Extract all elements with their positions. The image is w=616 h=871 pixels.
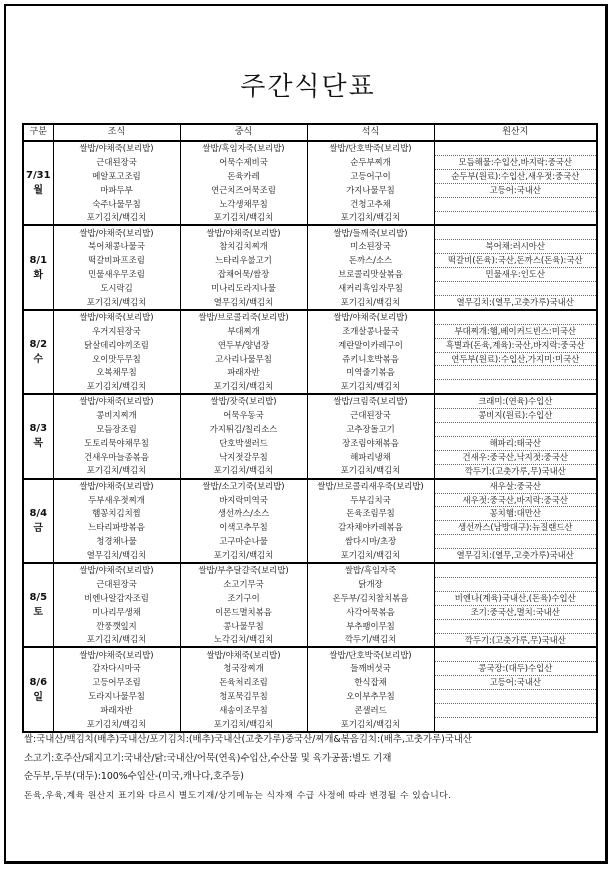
origin-cell: 생선까스(남방대구):뉴질랜드산 xyxy=(434,521,597,535)
origin-cell xyxy=(434,535,597,549)
day-weekday: 금 xyxy=(33,522,44,534)
menu-row xyxy=(23,254,597,268)
day-date: 8/5 xyxy=(29,592,48,604)
menu-row xyxy=(23,155,597,169)
day-weekday: 일 xyxy=(33,691,44,703)
lunch-cell: 청포묵김무침 xyxy=(180,690,307,704)
dinner-cell: 깍두기/백김치 xyxy=(307,633,434,647)
origin-cell xyxy=(434,577,597,591)
origin-cell: 콩국장:(대두)수입산 xyxy=(434,662,597,676)
dinner-cell: 포기김치/백김치 xyxy=(307,295,434,309)
menu-row xyxy=(23,183,597,197)
lunch-cell: 청국장찌개 xyxy=(180,662,307,676)
origin-cell: 조기:중국산,멸치:국내산 xyxy=(434,605,597,619)
breakfast-cell: 깐풍깻잎지 xyxy=(53,619,180,633)
day-date: 8/3 xyxy=(29,423,48,435)
lunch-cell: 가지튀김/칠리소스 xyxy=(180,423,307,437)
dinner-cell: 새커리흑임자무침 xyxy=(307,282,434,296)
origin-cell: 새우살:중국산 xyxy=(434,479,597,493)
breakfast-cell: 건새우마늘종볶음 xyxy=(53,450,180,464)
dinner-cell: 장조림야채볶음 xyxy=(307,436,434,450)
lunch-cell: 연근치즈어묵조림 xyxy=(180,183,307,197)
origin-cell xyxy=(434,225,597,239)
breakfast-cell: 모듬장조림 xyxy=(53,423,180,437)
lunch-cell: 조기구이 xyxy=(180,591,307,605)
origin-cell: 떡갈비(돈육):국산,돈까스(돈육):국산 xyxy=(434,254,597,268)
breakfast-cell: 쌀밥/야채죽(보리밥) xyxy=(53,563,180,577)
lunch-cell: 미나리도라지나물 xyxy=(180,282,307,296)
breakfast-cell: 닭살데리야끼조림 xyxy=(53,338,180,352)
dinner-cell: 감자채야카레볶음 xyxy=(307,521,434,535)
day-weekday: 토 xyxy=(33,607,44,619)
note-line: 돈육,우육,계육 원산지 표기와 다르시 별도기재/상기메뉴는 식자재 수급 사정에 따라 변경될 수 있습니다. xyxy=(24,790,452,801)
dinner-cell: 쌀밥/크림죽(보리밥) xyxy=(307,394,434,408)
breakfast-cell: 청경채나물 xyxy=(53,535,180,549)
day-date: 8/1 xyxy=(29,254,48,266)
origin-cell: 흑별과(돈육,계육):국산,바지락:중국산 xyxy=(434,338,597,352)
origin-cell xyxy=(434,141,597,155)
menu-row xyxy=(23,450,597,464)
notes xyxy=(24,731,604,805)
menu-row xyxy=(23,268,597,282)
menu-row xyxy=(23,577,597,591)
lunch-cell: 새송이조무침 xyxy=(180,704,307,718)
breakfast-cell: 포기김치/백김치 xyxy=(53,633,180,647)
day-cell xyxy=(23,394,53,478)
dinner-cell: 해파리냉채 xyxy=(307,450,434,464)
dinner-cell: 포기김치/백김치 xyxy=(307,549,434,563)
menu-row xyxy=(23,423,597,437)
menu-row xyxy=(23,493,597,507)
breakfast-cell: 쌀밥/야채죽(보리밥) xyxy=(53,141,180,155)
breakfast-cell: 도라지나물무침 xyxy=(53,690,180,704)
header-lunch: 중식 xyxy=(180,124,307,141)
lunch-cell: 포기김치/백김치 xyxy=(180,211,307,225)
breakfast-cell: 민물새우무조림 xyxy=(53,268,180,282)
lunch-cell: 노각생채무침 xyxy=(180,197,307,211)
dinner-cell: 한식잡채 xyxy=(307,676,434,690)
dinner-cell: 조개살콩나물국 xyxy=(307,324,434,338)
origin-cell: 고등어:국내산 xyxy=(434,676,597,690)
day-cell xyxy=(23,647,53,731)
lunch-cell: 부대찌개 xyxy=(180,324,307,338)
origin-cell: 민물새우:인도산 xyxy=(434,268,597,282)
breakfast-cell: 포기김치/백김치 xyxy=(53,380,180,394)
breakfast-cell: 마파두부 xyxy=(53,183,180,197)
lunch-cell: 바지락미역국 xyxy=(180,493,307,507)
origin-cell xyxy=(434,619,597,633)
dinner-cell: 콘샐러드 xyxy=(307,704,434,718)
day-weekday: 목 xyxy=(33,438,44,450)
header-breakfast: 조식 xyxy=(53,124,180,141)
dinner-cell: 미소된장국 xyxy=(307,240,434,254)
menu-row xyxy=(23,619,597,633)
lunch-cell: 이색고추무침 xyxy=(180,521,307,535)
origin-cell xyxy=(434,423,597,437)
day-weekday: 월 xyxy=(33,185,44,197)
menu-row xyxy=(23,521,597,535)
breakfast-cell: 햄꽁치김치찜 xyxy=(53,507,180,521)
header-dinner: 석식 xyxy=(307,124,434,141)
dinner-cell: 고추장돌고기 xyxy=(307,423,434,437)
dinner-cell: 쌀밥/단호박죽(보리밥) xyxy=(307,141,434,155)
origin-cell: 연두부(원료):수입산,가지미:미국산 xyxy=(434,352,597,366)
dinner-cell: 쌀밥/흑임자죽 xyxy=(307,563,434,577)
breakfast-cell: 두부새우젓찌개 xyxy=(53,493,180,507)
origin-cell: 열무김치:(열무,고춧가루)국내산 xyxy=(434,549,597,563)
dinner-cell: 쌀밥/단호박죽(보리밥) xyxy=(307,647,434,661)
origin-cell: 북어채:러시아산 xyxy=(434,240,597,254)
menu-row xyxy=(23,324,597,338)
origin-cell xyxy=(434,704,597,718)
lunch-cell: 포기김치/백김치 xyxy=(180,717,307,731)
menu-row xyxy=(23,197,597,211)
origin-cell: 깍두기:(고춧가루,무)국내산 xyxy=(434,633,597,647)
origin-cell: 고등어:국내산 xyxy=(434,183,597,197)
menu-row xyxy=(23,464,597,478)
menu-row xyxy=(23,690,597,704)
lunch-cell: 포기김치/백김치 xyxy=(180,380,307,394)
origin-cell: 크래미:(연육)수입산 xyxy=(434,394,597,408)
breakfast-cell: 북어채콩나물국 xyxy=(53,240,180,254)
origin-cell: 콩비지(원료):수입산 xyxy=(434,409,597,423)
menu-row xyxy=(23,225,597,239)
note-line: 순두부,두부(대두):100%수입산-(미국,캐나다,호주등) xyxy=(24,771,244,782)
origin-cell: 해파리:태국산 xyxy=(434,436,597,450)
dinner-cell: 부추팽이무침 xyxy=(307,619,434,633)
dinner-cell: 고등어구이 xyxy=(307,169,434,183)
breakfast-cell: 쌀밥/야채죽(보리밥) xyxy=(53,310,180,324)
menu-row xyxy=(23,535,597,549)
note-line: 소고기:호주산/돼지고기:국내산/닭:국내산/어묵(연육)수입산,수산물 및 육가공품:별도 기재 xyxy=(24,752,392,764)
day-cell xyxy=(23,141,53,225)
lunch-cell: 돈육처리조림 xyxy=(180,676,307,690)
dinner-cell: 돈육조림무침 xyxy=(307,507,434,521)
day-cell xyxy=(23,479,53,563)
lunch-cell: 잡채어묵/쌈장 xyxy=(180,268,307,282)
menu-row xyxy=(23,479,597,493)
lunch-cell: 소고기무국 xyxy=(180,577,307,591)
breakfast-cell: 메알포고조림 xyxy=(53,169,180,183)
origin-cell xyxy=(434,647,597,661)
breakfast-cell: 우거지된장국 xyxy=(53,324,180,338)
lunch-cell: 어묵우동국 xyxy=(180,409,307,423)
menu-row xyxy=(23,662,597,676)
menu-row xyxy=(23,436,597,450)
menu-row xyxy=(23,169,597,183)
breakfast-cell: 미나리무생채 xyxy=(53,605,180,619)
origin-cell xyxy=(434,380,597,394)
origin-cell: 부대찌개:햄,베이커드빈스:미국산 xyxy=(434,324,597,338)
lunch-cell: 쌀밥/브로콜리죽(보리밥) xyxy=(180,310,307,324)
dinner-cell: 순두부찌개 xyxy=(307,155,434,169)
breakfast-cell: 쌀밥/야채죽(보리밥) xyxy=(53,225,180,239)
breakfast-cell: 숙주나물무침 xyxy=(53,197,180,211)
origin-cell: 새우젓:중국산,바지락:중국산 xyxy=(434,493,597,507)
breakfast-cell: 열무김치/백김치 xyxy=(53,549,180,563)
dinner-cell: 온두부/김치참치볶음 xyxy=(307,591,434,605)
breakfast-cell: 근대된장국 xyxy=(53,577,180,591)
menu-row xyxy=(23,591,597,605)
menu-row xyxy=(23,507,597,521)
dinner-cell: 브로콜리맛살볶음 xyxy=(307,268,434,282)
dinner-cell: 쌈다시마/초장 xyxy=(307,535,434,549)
header-origin: 원산지 xyxy=(434,124,597,141)
lunch-cell: 쌀밥/야채죽(보리밥) xyxy=(180,225,307,239)
dinner-cell: 돈까스/소스 xyxy=(307,254,434,268)
header-day: 구분 xyxy=(23,124,53,141)
lunch-cell: 고구마순나물 xyxy=(180,535,307,549)
lunch-cell: 쌀밥/잣죽(보리밥) xyxy=(180,394,307,408)
origin-cell xyxy=(434,563,597,577)
menu-row xyxy=(23,282,597,296)
origin-cell xyxy=(434,211,597,225)
lunch-cell: 쌀밥/부추달걀죽(보리밥) xyxy=(180,563,307,577)
day-cell xyxy=(23,563,53,647)
weekly-menu-table xyxy=(22,123,598,733)
origin-cell xyxy=(434,690,597,704)
menu-row xyxy=(23,549,597,563)
breakfast-cell: 도토리묵야채무침 xyxy=(53,436,180,450)
lunch-cell: 낙지젓갈무침 xyxy=(180,450,307,464)
dinner-cell: 두부김치국 xyxy=(307,493,434,507)
day-cell xyxy=(23,310,53,394)
lunch-cell: 어묵수제비국 xyxy=(180,155,307,169)
dinner-cell: 계란말이카레구이 xyxy=(307,338,434,352)
breakfast-cell: 오이맛두무침 xyxy=(53,352,180,366)
breakfast-cell: 콩비지찌개 xyxy=(53,409,180,423)
lunch-cell: 참치김치찌개 xyxy=(180,240,307,254)
breakfast-cell: 포기김치/백김치 xyxy=(53,211,180,225)
menu-row xyxy=(23,717,597,731)
menu-row xyxy=(23,211,597,225)
page-title: 주간식단표 xyxy=(240,72,376,102)
table-header-row xyxy=(23,124,597,141)
origin-cell: 건새우:중국산,낙지젓:중국산 xyxy=(434,450,597,464)
breakfast-cell: 느타리파방볶음 xyxy=(53,521,180,535)
lunch-cell: 연두부/양념장 xyxy=(180,338,307,352)
menu-row xyxy=(23,633,597,647)
breakfast-cell: 쌀밥/야채죽(보리밥) xyxy=(53,394,180,408)
note-line: 쌀:국내산/백김치(배추)국내산/포기김치:(배추)국내산(고춧가루)중국산/찌개&볶음김치:(배추,고춧가루)국내산 xyxy=(24,734,472,745)
origin-cell: 열무김치:(열무,고춧가루)국내산 xyxy=(434,295,597,309)
menu-row xyxy=(23,704,597,718)
menu-body xyxy=(23,141,597,732)
origin-cell xyxy=(434,282,597,296)
lunch-cell: 열무김치/백김치 xyxy=(180,295,307,309)
origin-cell: 비엔나(계육)국내산,(돈육)수입산 xyxy=(434,591,597,605)
menu-row xyxy=(23,310,597,324)
dinner-cell: 쌀밥/들깨죽(보리밥) xyxy=(307,225,434,239)
menu-row xyxy=(23,394,597,408)
dinner-cell: 건청고추채 xyxy=(307,197,434,211)
dinner-cell: 쥬키니호박볶음 xyxy=(307,352,434,366)
lunch-cell: 생선까스/소스 xyxy=(180,507,307,521)
lunch-cell: 고사리나물무침 xyxy=(180,352,307,366)
menu-row xyxy=(23,380,597,394)
origin-cell: 꽁치햄:대만산 xyxy=(434,507,597,521)
lunch-cell: 돈육카레 xyxy=(180,169,307,183)
breakfast-cell: 포기김치/백김치 xyxy=(53,464,180,478)
menu-row xyxy=(23,141,597,155)
lunch-cell: 포기김치/백김치 xyxy=(180,549,307,563)
menu-row xyxy=(23,409,597,423)
menu-row xyxy=(23,295,597,309)
origin-cell: 모듬해물:수입산,바지락:중국산 xyxy=(434,155,597,169)
breakfast-cell: 쌀밥/야채죽(보리밥) xyxy=(53,479,180,493)
dinner-cell: 사각어묵볶음 xyxy=(307,605,434,619)
breakfast-cell: 도시락김 xyxy=(53,282,180,296)
lunch-cell: 파래자반 xyxy=(180,366,307,380)
menu-row xyxy=(23,605,597,619)
breakfast-cell: 비엔나알감자조림 xyxy=(53,591,180,605)
origin-cell: 순두부(원료):수입산,새우젓:중국산 xyxy=(434,169,597,183)
breakfast-cell: 감자다시마국 xyxy=(53,662,180,676)
day-weekday: 수 xyxy=(33,353,44,365)
dinner-cell: 들깨버섯국 xyxy=(307,662,434,676)
lunch-cell: 포기김치/백김치 xyxy=(180,464,307,478)
lunch-cell: 느타리우불고기 xyxy=(180,254,307,268)
dinner-cell: 쌀밥/브로콜리새우죽(보리밥) xyxy=(307,479,434,493)
breakfast-cell: 고등어무조림 xyxy=(53,676,180,690)
breakfast-cell: 포기김치/백김치 xyxy=(53,717,180,731)
breakfast-cell: 쌀밥/야채죽(보리밥) xyxy=(53,647,180,661)
dinner-cell: 근대된장국 xyxy=(307,409,434,423)
day-date: 8/6 xyxy=(29,676,48,688)
dinner-cell: 쌀밥/야채죽(보리밥) xyxy=(307,310,434,324)
origin-cell xyxy=(434,310,597,324)
menu-row xyxy=(23,563,597,577)
dinner-cell: 미역줄기볶음 xyxy=(307,366,434,380)
dinner-cell: 포기김치/백김치 xyxy=(307,211,434,225)
lunch-cell: 콩나물무침 xyxy=(180,619,307,633)
menu-row xyxy=(23,338,597,352)
breakfast-cell: 포기김치/백김치 xyxy=(53,295,180,309)
lunch-cell: 노각김치/백김치 xyxy=(180,633,307,647)
breakfast-cell: 오복채무침 xyxy=(53,366,180,380)
origin-cell: 깍두기:(고춧가루,무)국내산 xyxy=(434,464,597,478)
dinner-cell: 오이부추무침 xyxy=(307,690,434,704)
menu-row xyxy=(23,352,597,366)
lunch-cell: 이몬드멸치볶음 xyxy=(180,605,307,619)
breakfast-cell: 근대된장국 xyxy=(53,155,180,169)
dinner-cell: 가지나물무침 xyxy=(307,183,434,197)
menu-row xyxy=(23,676,597,690)
lunch-cell: 쌀밥/흑임자죽(보리밥) xyxy=(180,141,307,155)
day-date: 8/2 xyxy=(29,338,48,350)
menu-row xyxy=(23,240,597,254)
menu-row xyxy=(23,647,597,661)
origin-cell xyxy=(434,366,597,380)
day-date: 7/31 xyxy=(26,170,51,182)
origin-cell xyxy=(434,197,597,211)
day-weekday: 화 xyxy=(33,269,44,281)
dinner-cell: 포기김치/백김치 xyxy=(307,380,434,394)
dinner-cell: 포기김치/백김치 xyxy=(307,717,434,731)
lunch-cell: 쌀밥/소고기죽(보리밥) xyxy=(180,479,307,493)
menu-row xyxy=(23,366,597,380)
dinner-cell: 포기김치/백김치 xyxy=(307,464,434,478)
day-date: 8/4 xyxy=(29,507,48,519)
dinner-cell: 닭개장 xyxy=(307,577,434,591)
day-cell xyxy=(23,225,53,309)
breakfast-cell: 파래자반 xyxy=(53,704,180,718)
lunch-cell: 쌀밥/야채죽(보리밥) xyxy=(180,647,307,661)
breakfast-cell: 떡갈비파프조림 xyxy=(53,254,180,268)
origin-cell xyxy=(434,717,597,731)
lunch-cell: 단호박샐러드 xyxy=(180,436,307,450)
